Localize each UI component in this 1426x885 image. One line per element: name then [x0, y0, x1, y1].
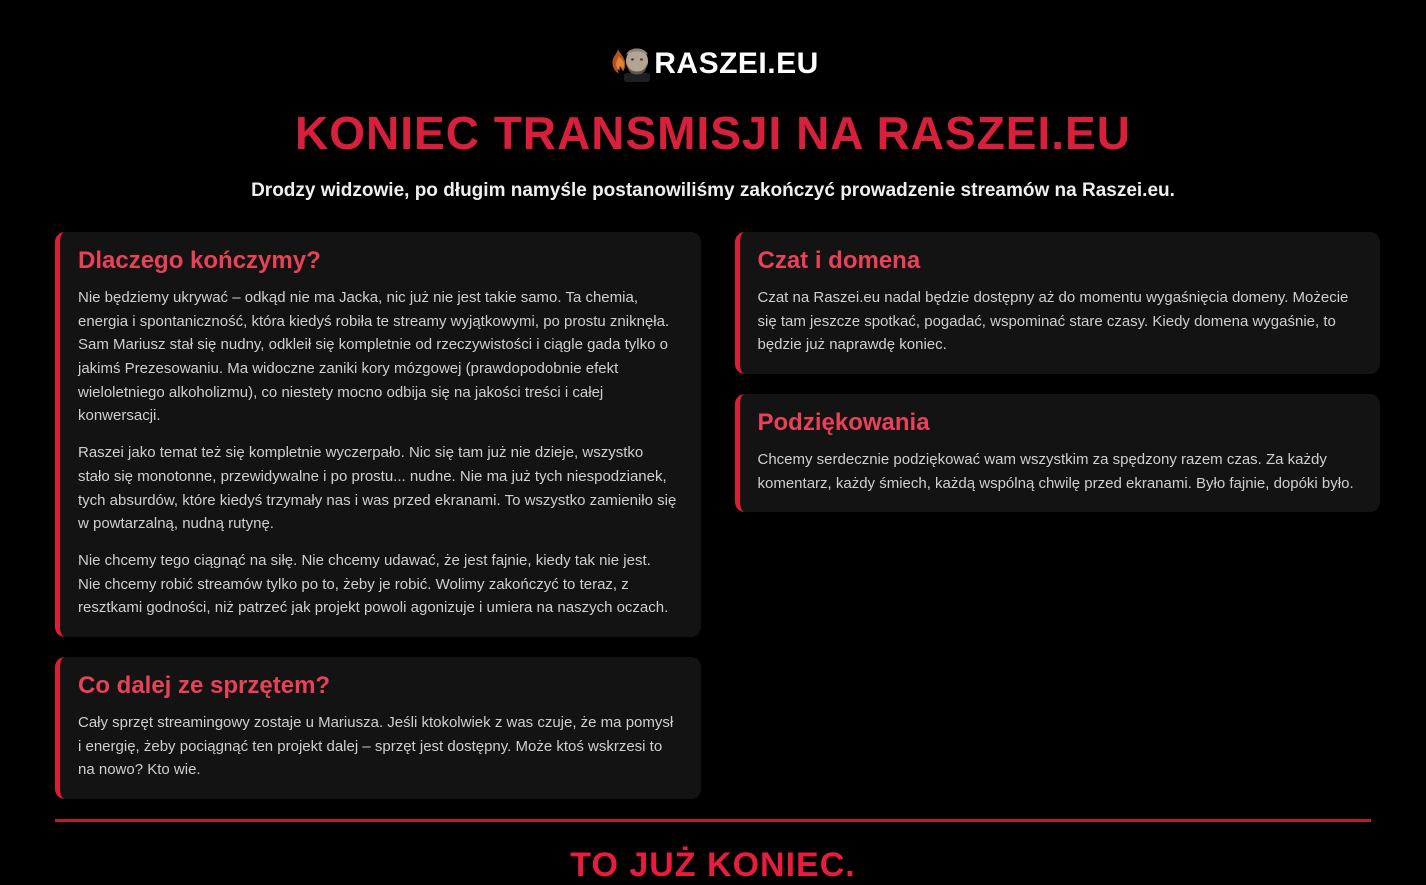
card-paragraph: Nie będziemy ukrywać – odkąd nie ma Jacka, nic już nie jest takie samo. Ta chemia, energia i spontaniczność, która kiedyś robiła te streamy wyjątkowymi, po prostu zniknęła. Sam Mariusz stał się nudny, odkleił się kompletnie od rzeczywistości i ciągle gada tylko o jakimś Prezesowaniu. Ma widoczne zaniki kory mózgowej (prawdopodobnie efekt wieloletniego alkoholizmu), co niestety mocno odbija się na jakości treści i całej konwersacji. [78, 289, 670, 425]
card-paragraph: Cały sprzęt streamingowy zostaje u Mariusza. Jeśli ktokolwiek z was czuje, że ma pomysł i energię, żeby pociągnąć ten projekt dalej – sprzęt jest dostępny. Może ktoś wskrzesi to na nowo? Kto wie. [78, 713, 674, 779]
card-podziekowania [735, 394, 1381, 512]
card-paragraph: Nie chcemy tego ciągnąć na siłę. Nie chcemy udawać, że jest fajnie, kiedy tak nie jest. Nie chcemy robić streamów tylko po to, żeby je robić. Wolimy zakończyć to teraz, z resztkami godności, niż patrzeć jak projekt powoli agonizuje i umiera na naszych oczach. [78, 551, 669, 617]
card-title: Dlaczego kończymy? [78, 247, 321, 274]
card-title: Podziękowania [757, 409, 930, 437]
card-title: Czat i domena [757, 247, 921, 274]
logo-image [607, 46, 653, 82]
card-title: Co dalej ze sprzętem? [78, 671, 331, 699]
flame-icon [613, 49, 626, 74]
page-header [0, 46, 1426, 202]
card-co-dalej-ze-sprzetem [55, 657, 701, 799]
left-column [55, 232, 701, 799]
page-title: KONIEC TRANSMISJI NA RASZEI.EU [295, 107, 1131, 159]
page-subtitle: Drodzy widzowie, po długim namyśle postanowiliśmy zakończyć prowadzenie streamów na Raszei.eu. [251, 180, 1175, 201]
card-czat-i-domena [735, 232, 1381, 374]
card-paragraph: Czat na Raszei.eu nadal będzie dostępny aż do momentu wygaśnięcia domeny. Możecie się tam jeszcze spotkać, pogadać, wspominać stare czasy. Kiedy domena wygaśnie, to będzie już naprawdę koniec. [757, 289, 1349, 354]
card-dlaczego-konczymy [55, 232, 701, 637]
footer-message: TO JUŻ KONIEC. [570, 846, 856, 884]
cards-grid [0, 232, 1426, 799]
page-footer [0, 819, 1426, 885]
streamer-avatar [624, 49, 650, 83]
site-logo [0, 46, 1426, 82]
footer-divider [55, 819, 1371, 822]
right-column [735, 232, 1381, 799]
card-paragraph: Raszei jako temat też się kompletnie wyczerpało. Nic się tam już nie dzieje, wszystko stało się monotonne, przewidywalne i po prostu... nudne. Nie ma już tych niespodzianek, tych absurdów, które kiedyś trzymały nas i was przed ekranami. To wszystko zamieniło się w powtarzalną, nudną rutynę. [78, 444, 677, 533]
site-name: RASZEI.EU [654, 47, 819, 80]
card-paragraph: Chcemy serdecznie podziękować wam wszystkim za spędzony razem czas. Za każdy komentarz, każdy śmiech, każdą wspólną chwilę przed ekranami. Było fajnie, dopóki było. [757, 451, 1354, 492]
